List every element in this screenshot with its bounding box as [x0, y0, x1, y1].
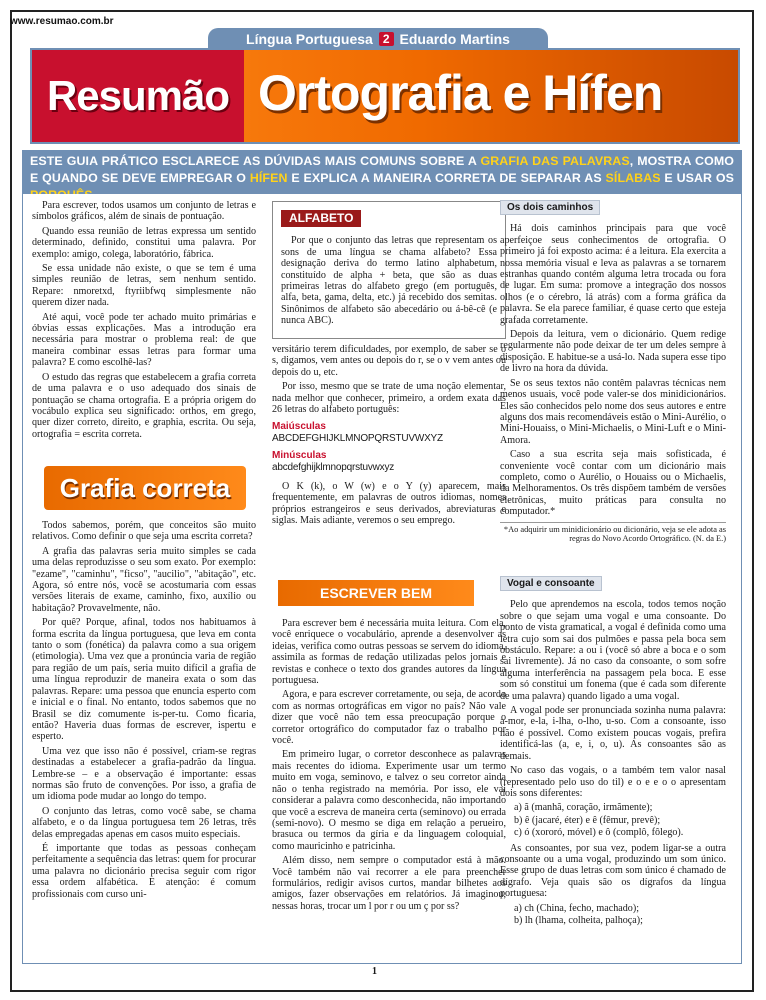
escrever-bem-heading: ESCREVER BEM: [278, 580, 474, 606]
paragraph: As consoantes, por sua vez, podem ligar-se a outra consoante ou a uma vogal, produzindo um som único. Esse grupo de duas letras com som único é chamado de dígrafo. Veja quais são os dígrafos da língua portuguesa:: [500, 842, 726, 900]
dois-caminhos-heading: Os dois caminhos: [500, 200, 600, 215]
issue-number: 2: [379, 32, 394, 46]
paragraph: versitário terem dificuldades, por exemplo, de saber se o s, digamos, vem antes ou depois do r, se o v vem antes ou depois do u, etc.: [272, 344, 506, 378]
subject-label: Língua Portuguesa: [246, 31, 373, 47]
intro-highlight-2: HÍFEN: [249, 171, 288, 185]
column-1-top: [32, 200, 256, 443]
vogal-consoante-heading: Vogal e consoante: [500, 576, 602, 591]
alfabeto-box: [272, 201, 506, 339]
paragraph: É importante que todas as pessoas conheçam perfeitamente a sequência das letras: quem for procurar uma palavra no dicionário precisa seguir com rigor essa ordem alfabética. E atenção: é comum profissionais com curso uni-: [32, 842, 256, 900]
list-item: b) lh (lhama, colheita, palhoça);: [514, 914, 643, 926]
paragraph: O conjunto das letras, como você sabe, se chama alfabeto, e o da língua portuguesa tem 26 letras, três delas empregadas apenas em casos muito especiais.: [32, 805, 256, 840]
intro-highlight-1: GRAFIA DAS PALAVRAS: [480, 154, 630, 168]
paragraph: Se essa unidade não existe, o que se tem é uma simples reunião de letras, sem nenhum sentido. Repare: nmoretxd, ftyriibfwq simplesmente não querem dizer nada.: [32, 263, 256, 309]
paragraph: Para escrever, todos usamos um conjunto de letras e símbolos gráficos, além de sinais de pontuação.: [32, 200, 256, 223]
intro-text-4: E USAR OS: [660, 171, 734, 185]
list-item: a) ã (manhã, coração, irmãmente);: [514, 802, 653, 814]
paragraph: A grafia das palavras seria muito simples se cada uma delas reproduzisse o seu som exato. Por exemplo: "ezame", "caminhu", "ficso", "aucilio", "abitação", etc. Agora, só entre nós, você se acostumaria com essas versões literais de exame, caminho, fixo, auxílio ou habitação? Provavelmente, não.: [32, 545, 256, 614]
brand-logo: Resumão: [32, 50, 244, 142]
paragraph: O estudo das regras que estabelecem a grafia correta de uma palavra e o uso adequado dos sinais de pontuação se chama ortografia. E a própria origem do vocábulo explica seu significado: orthos, em grego, quer dizer correto, direito, e graphia, escrita. Ou seja, ortografia = escrita correta.: [32, 371, 256, 440]
intro-text-3: E EXPLICA A MANEIRA CORRETA DE SEPARAR AS: [287, 171, 606, 185]
paragraph: No caso das vogais, o a também tem valor nasal (representado pelo uso do til) e o e e o o apresentam dois sons diferentes:: [500, 765, 726, 799]
intro-highlight-3: SÍLABAS: [605, 171, 661, 185]
column-3-bottom: [500, 576, 726, 930]
author-label: Eduardo Martins: [399, 31, 510, 47]
grafia-correta-heading: Grafia correta: [44, 466, 246, 510]
paragraph: Pelo que aprendemos na escola, todos temos noção sobre o que sejam uma vogal e uma consoante. Do ponto de vista gramatical, a vogal é definida como uma letra cujo som sai dos pulmões e passa pela boca sem obstáculo. Repare: a ou i (você só abre a boca e o som sai livremente). Já no caso da consoante, o som sofre alguma interferência na passagem pela boca. E esse som só constitui um fonema (que é cada som diferente de uma palavra) quando ligado a uma vogal.: [500, 599, 726, 702]
column-2-bottom: [272, 618, 506, 915]
paragraph: Todos sabemos, porém, que conceitos são muito relativos. Como definir o que seja uma escrita correta?: [32, 520, 256, 543]
lowercase-label: Minúsculas: [272, 450, 327, 462]
page-number: 1: [372, 966, 377, 977]
paragraph: Agora, e para escrever corretamente, ou seja, de acordo com as normas ortográficas em vigor no país? Não vale dizer que você não tem essa preocupação porque o corretor ortográfico do computador faz o trabalho por você.: [272, 689, 506, 747]
paragraph: Depois da leitura, vem o dicionário. Quem redige regularmente não pode deixar de ter um deles sempre à disposição. E habitue-se a usá-lo. Nada supera esse tipo de livro na hora da dúvida.: [500, 329, 726, 375]
vowel-list: [514, 802, 726, 838]
column-3-top: [500, 200, 726, 544]
paragraph: Por quê? Porque, afinal, todos nos habituamos à forma escrita da língua portuguesa, que leva em conta tanto o som (fonética) da palavra como a sua origem (etimologia). Uma vez que a pronúncia varia de região para região de um país, seria muito difícil a grafia de uma língua reproduzir de maneira exata o som das palavras. Repare: uma pessoa que enuncia esperto com e inicial e o final. No entanto, todos sabemos que no Brasil se diz comumente is-per-tu. Como ficaria, então? Haveria duas formas de escrever, ispertu e esperto.: [32, 617, 256, 743]
list-item: c) ó (xororó, móvel) e ô (complô, fôlego).: [514, 827, 684, 839]
uppercase-alphabet: ABCDEFGHIJKLMNOPQRSTUVWXYZ: [272, 432, 443, 444]
list-item: a) ch (China, fecho, machado);: [514, 902, 639, 914]
paragraph: Por isso, mesmo que se trate de uma noção elementar, nada melhor que conhecer, primeiro, a ordem exata das 26 letras do alfabeto português:: [272, 381, 506, 416]
paragraph: A vogal pode ser pronunciada sozinha numa palavra: a-mor, e-la, i-lha, o-lho, u-so. Com a consoante, isso não é possível. Como existem poucas vogais, prefira identificá-las (a, e, i, o, u). As consoantes são as demais.: [500, 705, 726, 762]
paragraph: Uma vez que isso não é possível, criam-se regras destinadas a estabelecer a grafia-padrão da língua. Lembre-se – e a observação é importante: essas normas são fruto de convenções. Por isso, a grafia de um idioma pode mudar ao longo do tempo.: [32, 745, 256, 803]
lowercase-alphabet: abcdefghijklmnopqrstuvwxyz: [272, 461, 395, 473]
paragraph: Se os seus textos não contêm palavras técnicas nem menos usuais, você pode valer-se dos minidicionários. Eles são conhecidos pelo nome dos seus autores e entre alguns dos mais recomendáveis estão o Mini-Aurélio, o Mini-Houaiss, o Mini-Michaelis, o Mini-Luft e o Mini-Amora.: [500, 377, 726, 446]
title-banner: [30, 48, 740, 144]
paragraph: Até aqui, você pode ter achado muito primárias e óbvias essas explicações. Mas a introdução era necessária para mostrar o problema real: de que maneira combinar essas letras para formar uma palavra? E como escolhê-las?: [32, 311, 256, 369]
paragraph: Há dois caminhos principais para que você aperfeiçoe seus conhecimentos de ortografia. O primeiro já foi exposto acima: é a leitura. Ela exercita a nossa memória visual e leva as palavras a se tornarem estranhas quando contém alguma letra trocada ou fora de lugar. Em suma: promove a integração dos nossos olhos (e o cérebro, lá atrás) com a forma gráfica da palavra. Se ela parece familiar, é quase certo que esteja grafada corretamente.: [500, 223, 726, 326]
column-1-bottom: [32, 520, 256, 903]
list-item: b) ê (jacaré, éter) e ê (fêmur, prevê);: [514, 814, 661, 826]
paragraph: O K (k), o W (w) e o Y (y) aparecem, mais frequentemente, em palavras de outros idiomas, nomes próprios estrangeiros e seus derivados, abreviaturas e siglas. Mais adiante, veremos o seu emprego.: [272, 481, 506, 527]
paragraph: Quando essa reunião de letras expressa um sentido determinado, definido, constitui uma palavra. Por exemplo: amigo, colega, laboratório, fábrica.: [32, 225, 256, 260]
paragraph: Para escrever bem é necessária muita leitura. Com ela, você enriquece o vocabulário, aprende a desenvolver as ideias, verifica como outras pessoas se servem do idioma, assimila as formas de redação utilizadas pelos jornais e revistas e conhece o texto dos grandes autores da língua portuguesa.: [272, 618, 506, 687]
column-2-middle: [272, 344, 506, 530]
paragraph: Em primeiro lugar, o corretor desconhece as palavras mais recentes do idioma. Experimente usar um termo muito em voga, seminovo, e talvez o seu corretor ainda não o tenha registrado na memória. Por isso, ele vai considerar a palavra como desconhecida, não importando que você a escreva de maneira certa (seminovo) ou errada (semi-novo). O mesmo se diga em relação a perueiro, brasuca ou termos da gíria e da linguagem coloquial, como mauricinho e patricinha.: [272, 749, 506, 852]
paragraph: Além disso, nem sempre o computador está à mão. Você também não vai recorrer a ele para preencher formulários, redigir avisos curtos, mandar bilhetes aos amigos, fazer observações em relatórios. Já imaginou, nessas horas, trocar um l por r ou um ç por ss?: [272, 855, 506, 912]
alfabeto-heading: ALFABETO: [281, 210, 361, 227]
paragraph: Caso a sua escrita seja mais sofisticada, é conveniente você contar com um dicionário mais completo, como o Aurélio, o Houaiss ou o Michaelis, da Melhoramentos. Os três dispõem também de versões eletrônicas, muito práticas para consulta no computador.*: [500, 449, 726, 518]
series-tab: [208, 28, 548, 50]
page-title: Ortografia e Hífen: [258, 65, 663, 121]
footnote: *Ao adquirir um minidicionário ou dicionário, veja se ele adota as regras do Novo Acordo Ortográfico. (N. da E.): [500, 522, 726, 544]
alfabeto-text: Por que o conjunto das letras que representam os sons de uma língua se chama alfabeto? Essa designação deriva do termo latino alphabetum, constituído de alpha + beta, que são as duas primeiras letras do alfabeto grego (em português, alfa, beta, gama, delta, etc.) já recebido dos semitas. Sinônimos de alfabeto são abecedário ou á-bê-cê (e nunca ABC).: [281, 235, 497, 327]
digraph-list: [514, 903, 726, 927]
uppercase-label: Maiúsculas: [272, 421, 326, 433]
intro-text-2: , MOSTRA COMO E QUANDO SE DEVE EMPREGAR O: [30, 154, 734, 185]
intro-text-1: ESTE GUIA PRÁTICO ESCLARECE AS DÚVIDAS MAIS COMUNS SOBRE A: [30, 154, 481, 168]
site-url: www.resumao.com.br: [10, 16, 114, 27]
intro-bar: [22, 150, 742, 194]
